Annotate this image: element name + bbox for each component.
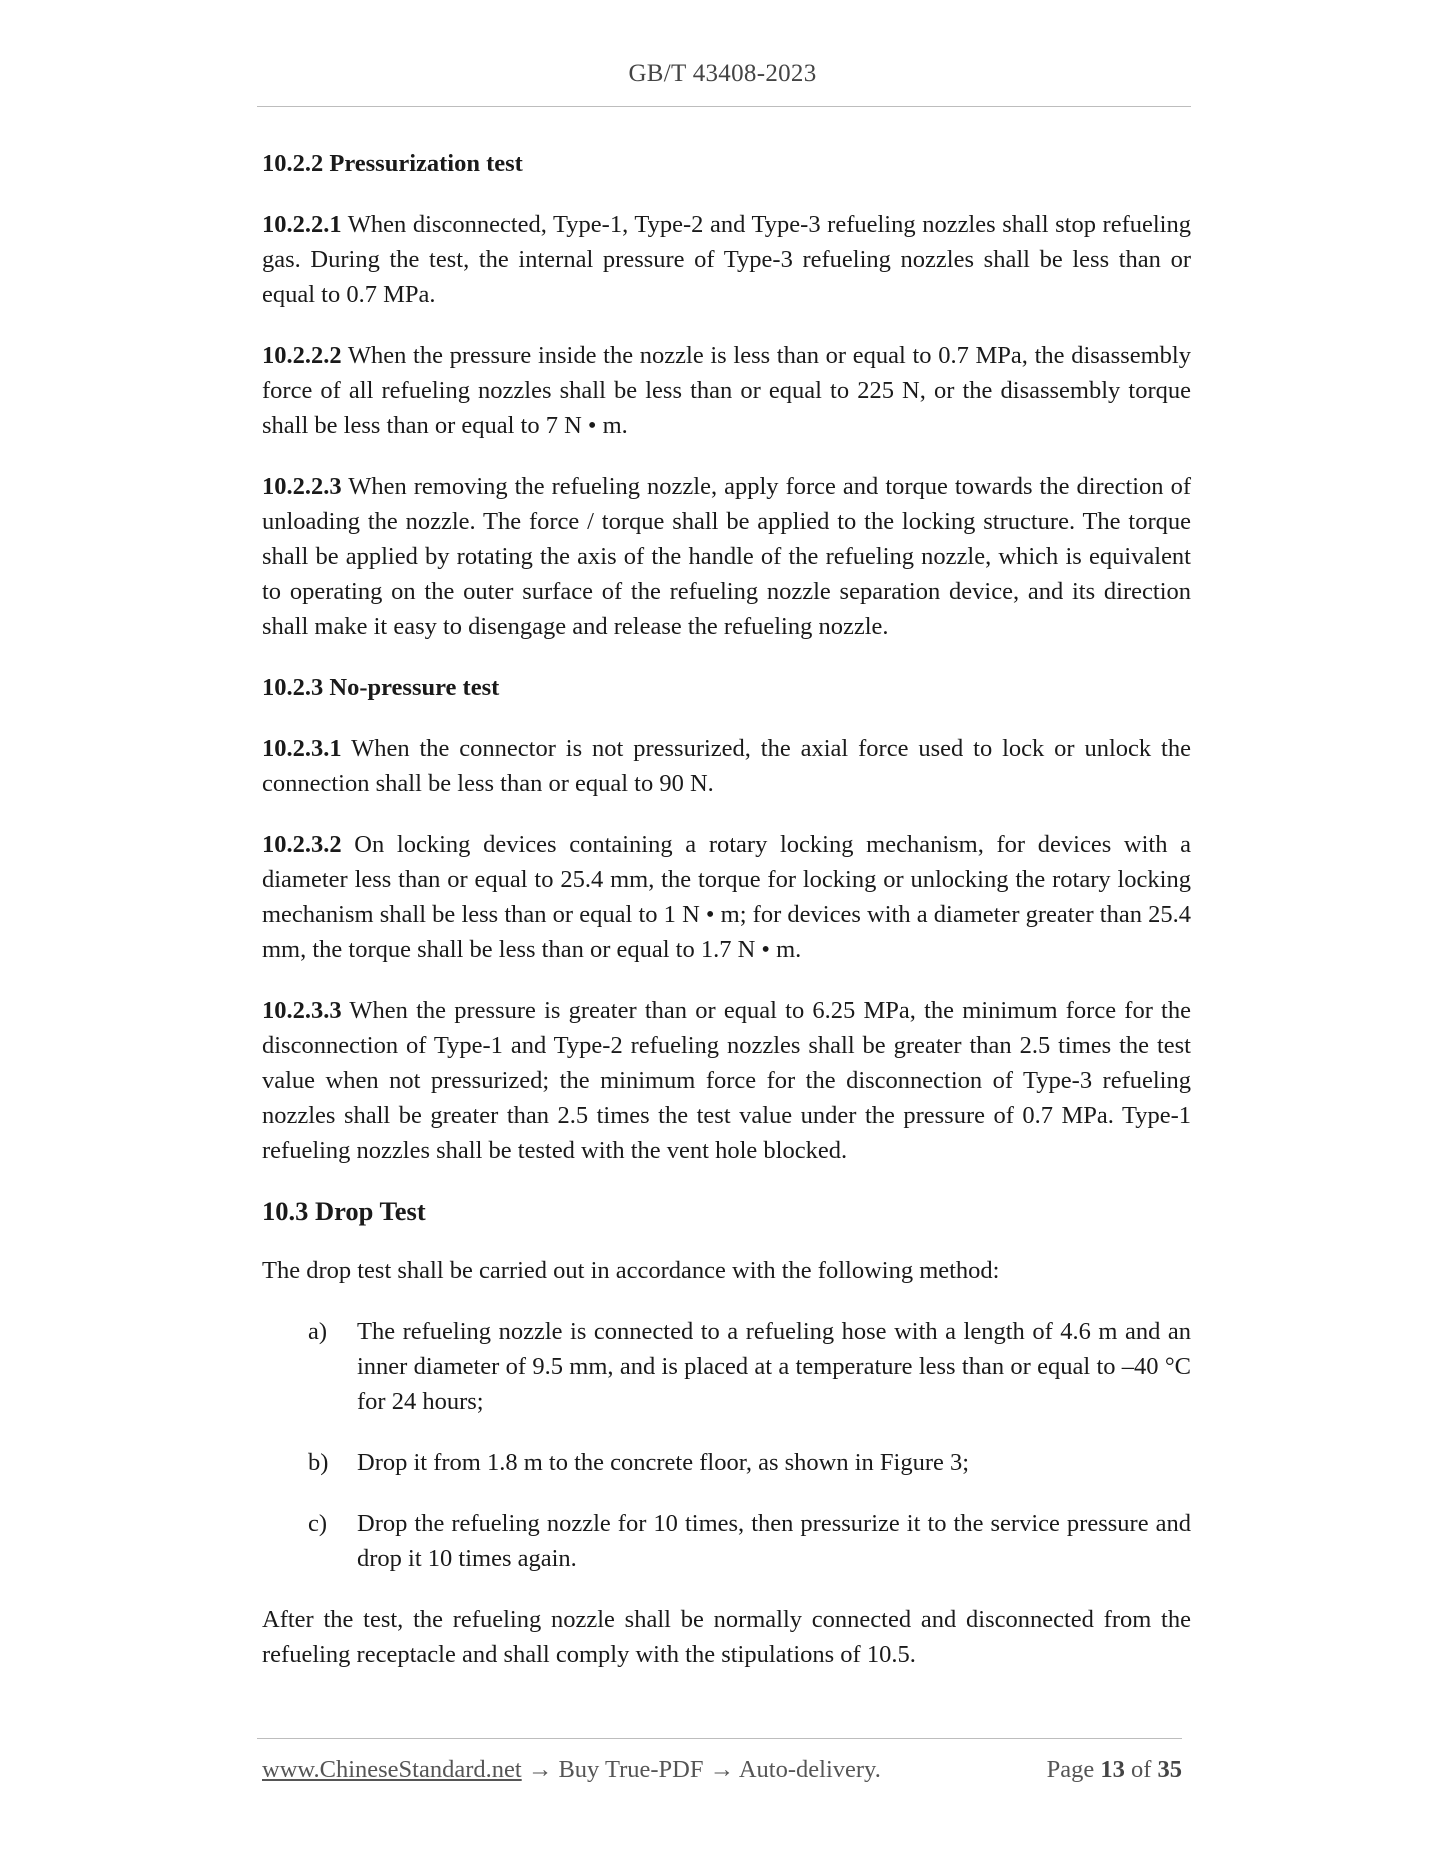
clause-number: 10.2.3.3 (262, 997, 342, 1024)
clause-text: When the pressure inside the nozzle is less than or equal to 0.7 MPa, the disassembly force of all refueling nozzles shall be less than or equal to 225 N, or the disassembly torque shall be less than or equal to 7 N • m. (262, 342, 1191, 439)
list-item-text: Drop it from 1.8 m to the concrete floor, as shown in Figure 3; (357, 1449, 970, 1476)
page-of: of (1124, 1756, 1158, 1783)
clause-number: 10.2.3.1 (262, 735, 342, 762)
clause-10-2-3-1 (262, 731, 1191, 801)
list-item-text: Drop the refueling nozzle for 10 times, then pressurize it to the service pressure and drop it 10 times again. (357, 1510, 1191, 1572)
list-marker: b) (308, 1449, 329, 1476)
page-indicator (1047, 1756, 1182, 1784)
list-marker: c) (308, 1510, 328, 1537)
clause-10-2-2-3 (262, 469, 1191, 644)
clause-text: On locking devices containing a rotary locking mechanism, for devices with a diameter less than or equal to 25.4 mm, the torque for locking or unlocking the rotary locking mechanism shall be less than or equal to 1 N • m; for devices with a diameter greater than 25.4 mm, the torque shall be less than or equal to 1.7 N • m. (262, 831, 1191, 963)
header-title: GB/T 43408-2023 (628, 60, 817, 87)
clause-10-2-2-2 (262, 338, 1191, 443)
footer-tagline: → Buy True-PDF → Auto-delivery. (521, 1756, 881, 1783)
clause-text: When disconnected, Type-1, Type-2 and Type-3 refueling nozzles shall stop refueling gas. During the test, the internal pressure of Type-3 refueling nozzles shall be less than or equal to 0.7 MPa. (262, 211, 1191, 308)
clause-text: When the connector is not pressurized, the axial force used to lock or unlock the connection shall be less than or equal to 90 N. (262, 735, 1191, 797)
drop-test-intro: The drop test shall be carried out in accordance with the following method: (262, 1257, 1000, 1284)
footer (262, 1756, 1182, 1784)
footer-promo (262, 1756, 881, 1784)
page-total: 35 (1157, 1756, 1182, 1783)
clause-text: When the pressure is greater than or equal to 6.25 MPa, the minimum force for the disconnection of Type-1 and Type-2 refueling nozzles shall be greater than 2.5 times the test value when not pressurized; the minimum force for the disconnection of Type-3 refueling nozzles shall be greater than 2.5 times the test value under the pressure of 0.7 MPa. Type-1 refueling nozzles shall be tested with the vent hole blocked. (262, 997, 1191, 1164)
list-item-text: The refueling nozzle is connected to a refueling hose with a length of 4.6 m and an inner diameter of 9.5 mm, and is placed at a temperature less than or equal to –40 °C for 24 hours; (357, 1318, 1191, 1415)
header-divider (257, 106, 1191, 107)
clause-number: 10.2.2.1 (262, 211, 342, 238)
list-item (262, 1314, 1191, 1419)
document-body (262, 146, 1191, 1698)
drop-test-conclusion: After the test, the refueling nozzle shall be normally connected and disconnected from the refueling receptacle and shall comply with the stipulations of 10.5. (262, 1606, 1191, 1668)
page-current: 13 (1100, 1756, 1125, 1783)
section-heading-10-2-3: 10.2.3 No-pressure test (262, 674, 500, 701)
clause-number: 10.2.2.2 (262, 342, 342, 369)
section-heading-10-2-2: 10.2.2 Pressurization test (262, 150, 523, 177)
website-link[interactable]: www.ChineseStandard.net (262, 1756, 522, 1783)
list-marker: a) (308, 1318, 328, 1345)
clause-number: 10.2.2.3 (262, 473, 342, 500)
clause-text: When removing the refueling nozzle, apply force and torque towards the direction of unloading the nozzle. The force / torque shall be applied to the locking structure. The torque shall be applied by rotating the axis of the handle of the refueling nozzle, which is equivalent to operating on the outer surface of the refueling nozzle separation device, and its direction shall make it easy to disengage and release the refueling nozzle. (262, 473, 1191, 640)
list-item (262, 1506, 1191, 1576)
clause-10-2-3-3 (262, 993, 1191, 1168)
footer-divider (257, 1738, 1182, 1739)
list-item (262, 1445, 1191, 1480)
page-label: Page (1046, 1756, 1101, 1783)
clause-number: 10.2.3.2 (262, 831, 342, 858)
clause-10-2-3-2 (262, 827, 1191, 967)
section-heading-10-3: 10.3 Drop Test (262, 1196, 426, 1226)
clause-10-2-2-1 (262, 207, 1191, 312)
drop-test-steps (262, 1314, 1191, 1576)
